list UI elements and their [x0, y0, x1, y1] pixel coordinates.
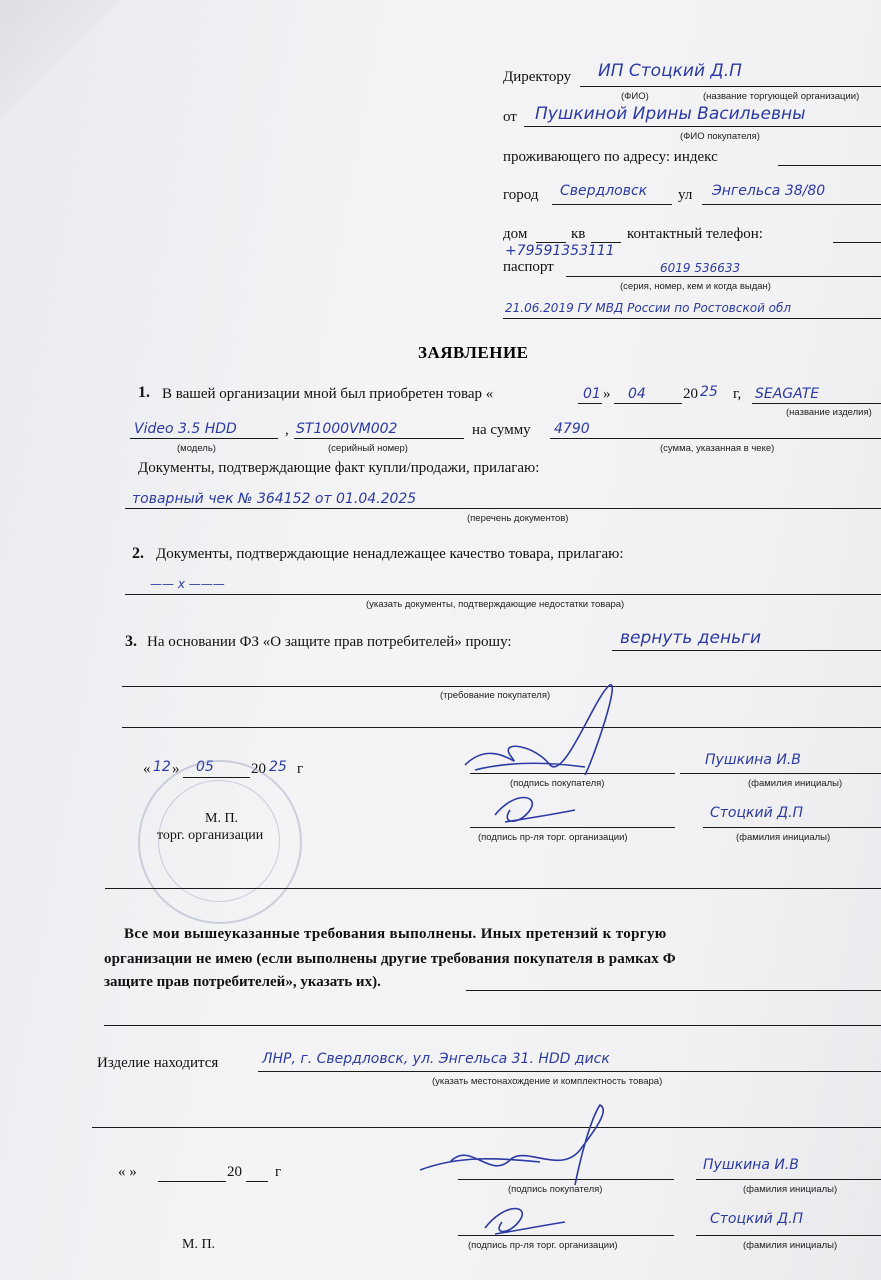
org-caption: (название торгующей организации): [703, 91, 860, 102]
section2-value: —— х ———: [150, 577, 225, 591]
from-line: [524, 126, 881, 127]
rep-sign-caption-1: (подпись пр-ля торг. организации): [478, 832, 628, 843]
date2-year-line: [246, 1181, 268, 1182]
purchase-quote-close: »: [603, 386, 611, 402]
passport-line: [566, 276, 881, 277]
passport-issued-value: 21.06.2019 ГУ МВД России по Ростовской обл: [505, 301, 792, 315]
passport-issued-line: [503, 318, 881, 319]
passport-caption: (серия, номер, кем и когда выдан): [620, 281, 771, 292]
city-line: [552, 204, 672, 205]
mp-label-1: М. П.: [205, 811, 239, 826]
phone-label: контактный телефон:: [627, 226, 763, 242]
section3-line: [612, 650, 881, 651]
date1-open: «: [143, 761, 151, 777]
buyer-sign-caption-2: (подпись покупателя): [508, 1184, 603, 1195]
rep-name-caption-1: (фамилия инициалы): [736, 832, 831, 843]
buyer-name-caption-2: (фамилия инициалы): [743, 1184, 838, 1195]
final-paragraph-line-1: Все мои вышеуказанные требования выполнены. Иных претензий к торгую: [124, 926, 667, 942]
passport-label: паспорт: [503, 259, 554, 275]
date2-quotes: « »: [118, 1164, 137, 1180]
sum-line: [550, 438, 881, 439]
sum-caption: (сумма, указанная в чеке): [660, 443, 775, 454]
docs-line: [125, 508, 881, 509]
mp-org-label-1: торг. организации: [157, 828, 264, 843]
purchase-day-line: [578, 403, 602, 404]
date1-year: 25: [269, 759, 287, 775]
section3-number: 3.: [125, 633, 137, 650]
divider: [105, 888, 881, 889]
location-caption: (указать местонахождение и комплектность товара): [432, 1076, 663, 1087]
purchase-year-suffix: г,: [733, 386, 742, 402]
apt-label: кв: [571, 226, 586, 242]
date2-year-prefix: 20: [227, 1164, 242, 1180]
location-line: [258, 1071, 881, 1072]
buyer-name-caption-1: (фамилия инициалы): [748, 778, 843, 789]
model-serial-separator: ,: [285, 422, 289, 438]
rep-name-value-2: Стоцкий Д.П: [710, 1211, 804, 1227]
director-line: [580, 86, 881, 87]
final-line-1: [466, 990, 881, 991]
director-value: ИП Стоцкий Д.П: [598, 61, 742, 81]
section3-value: вернуть деньги: [620, 628, 762, 648]
purchase-year-prefix: 20: [683, 386, 698, 402]
model-value: Video 3.5 HDD: [134, 421, 237, 437]
index-line: [778, 165, 881, 166]
section2-line: [125, 594, 881, 595]
sum-label: на сумму: [472, 422, 531, 438]
final-line-2: [104, 1025, 881, 1026]
house-label: дом: [503, 226, 528, 242]
docs-label: Документы, подтверждающие факт купли/продажи, прилагаю:: [138, 460, 540, 476]
buyer-name-value-1: Пушкина И.В: [705, 752, 801, 768]
rep-name-value-1: Стоцкий Д.П: [710, 805, 804, 821]
from-label: от: [503, 109, 517, 125]
passport-value: 6019 536633: [660, 261, 741, 275]
street-label: ул: [678, 187, 693, 203]
rep-sign-caption-2: (подпись пр-ля торг. организации): [468, 1240, 618, 1251]
address-label: проживающего по адресу: индекс: [503, 149, 718, 165]
date2-suffix: г: [275, 1164, 282, 1180]
buyer-name-value-2: Пушкина И.В: [703, 1157, 799, 1173]
buyer-name-line-1: [680, 773, 881, 774]
product-value: SEAGATE: [755, 386, 820, 402]
paper-fold: [0, 0, 120, 120]
buyer-name-line-2: [696, 1179, 881, 1180]
location-value: ЛНР, г. Свердловск, ул. Энгельса 31. HDD диск: [262, 1051, 610, 1067]
section3-text: На основании ФЗ «О защите прав потребителей» прошу:: [147, 634, 512, 650]
final-paragraph-line-3: защите прав потребителей», указать их).: [104, 974, 381, 990]
docs-value: товарный чек № 364152 от 01.04.2025: [132, 491, 417, 507]
section1-text: В вашей организации мной был приобретен товар «: [162, 386, 494, 402]
serial-line: [294, 438, 464, 439]
docs-caption: (перечень документов): [467, 513, 569, 524]
mp-label-2: М. П.: [182, 1237, 216, 1252]
date1-day: 12: [153, 759, 171, 775]
document-title: ЗАЯВЛЕНИЕ: [418, 343, 529, 362]
location-label: Изделие находится: [97, 1055, 219, 1071]
section3-caption: (требование покупателя): [440, 690, 551, 701]
date2-month-line: [158, 1181, 226, 1182]
fio-caption: (ФИО): [621, 91, 649, 102]
product-line: [752, 403, 881, 404]
sum-value: 4790: [554, 421, 590, 437]
model-line: [130, 438, 278, 439]
phone-line: [833, 242, 881, 243]
from-value: Пушкиной Ирины Васильевны: [535, 104, 806, 124]
purchase-month-line: [614, 403, 682, 404]
product-caption: (название изделия): [786, 407, 872, 418]
section1-number: 1.: [138, 384, 150, 401]
purchase-month-value: 04: [628, 386, 646, 402]
model-caption: (модель): [177, 443, 216, 454]
director-label: Директору: [503, 69, 572, 85]
city-value: Свердловск: [560, 183, 648, 199]
buyer-caption: (ФИО покупателя): [680, 131, 760, 142]
section2-number: 2.: [132, 545, 144, 562]
section2-caption: (указать документы, подтверждающие недостатки товара): [366, 599, 625, 610]
rep-name-line-1: [703, 827, 881, 828]
buyer-sign-caption-1: (подпись покупателя): [510, 778, 605, 789]
date1-close: »: [172, 761, 180, 777]
street-line: [702, 204, 881, 205]
date1-year-prefix: 20: [251, 761, 266, 777]
street-value: Энгельса 38/80: [712, 183, 826, 199]
rep-name-caption-2: (фамилия инициалы): [743, 1240, 838, 1251]
section2-text: Документы, подтверждающие ненадлежащее качество товара, прилагаю:: [156, 546, 624, 562]
purchase-year-value: 25: [700, 384, 718, 400]
final-paragraph-line-2: организации не имею (если выполнены другие требования покупателя в рамках Ф: [104, 951, 676, 967]
purchase-day-value: 01: [583, 386, 601, 402]
serial-value: ST1000VM002: [296, 421, 398, 437]
date1-month: 05: [196, 759, 214, 775]
city-label: город: [503, 187, 539, 203]
serial-caption: (серийный номер): [328, 443, 408, 454]
phone-value: +79591353111: [505, 243, 615, 259]
date1-suffix: г: [297, 761, 304, 777]
rep-name-line-2: [696, 1235, 881, 1236]
